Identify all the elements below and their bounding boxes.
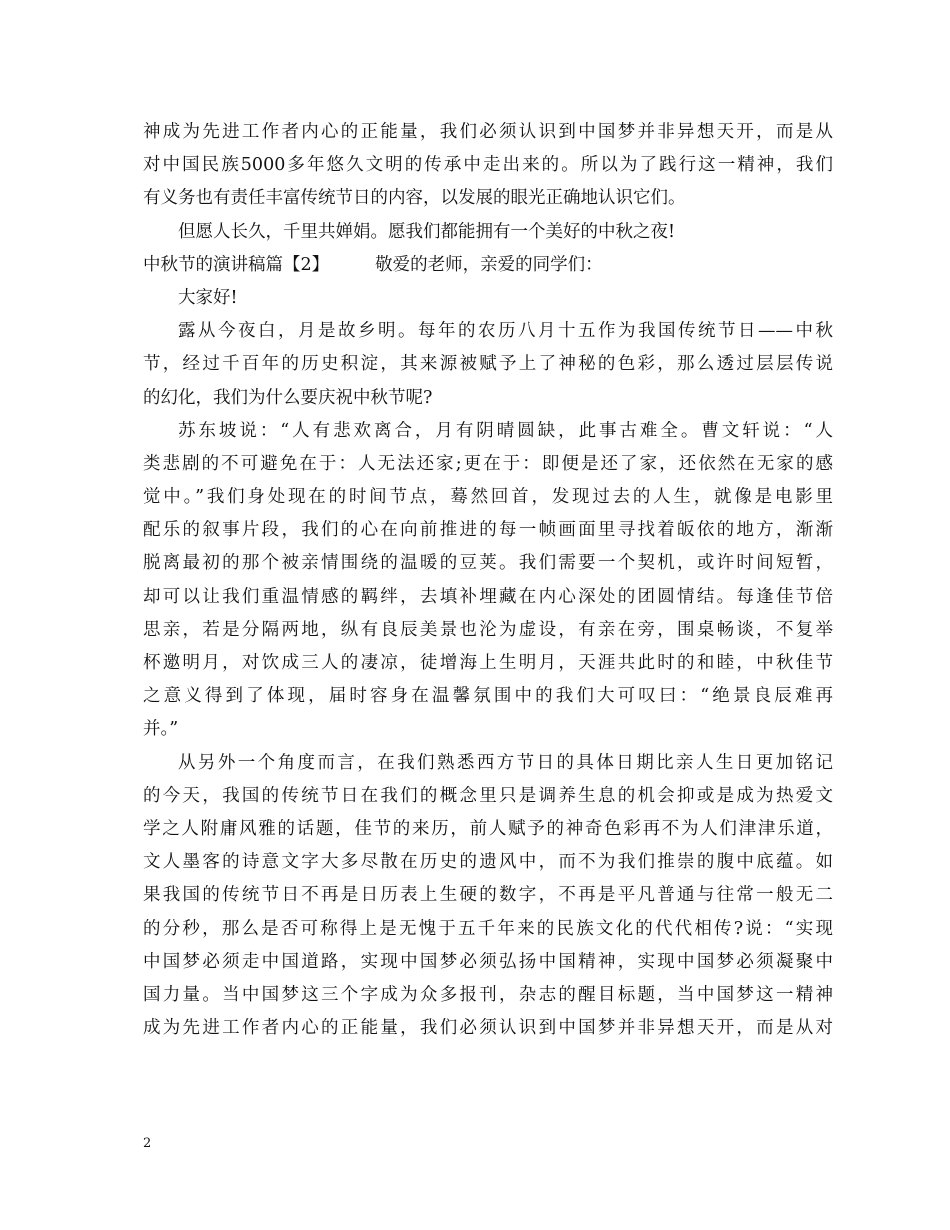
body-line: 思亲，若是分隔两地，纵有良辰美景也沦为虚设，有亲在旁，围桌畅谈，不复举 — [143, 619, 833, 640]
body-line: 节，经过千百年的历史积淀，其来源被赋予上了神秘的色彩，那么透过层层传说 — [143, 354, 833, 375]
body-line: 配乐的叙事片段，我们的心在向前推进的每一帧画面里寻找着皈依的地方，渐渐 — [143, 520, 833, 541]
body-line: 并。” — [143, 719, 179, 740]
body-line: 杯邀明月，对饮成三人的凄凉，徒增海上生明月，天涯共此时的和睦，中秋佳节 — [143, 653, 833, 673]
body-line: 文人墨客的诗意文字大多尽散在历史的遗风中，而不为我们推崇的腹中底蕴。如 — [143, 852, 833, 873]
body-line: 露从今夜白，月是故乡明。每年的农历八月十五作为我国传统节日——中秋 — [178, 321, 833, 342]
body-line: 中国梦必须走中国道路，实现中国梦必须弘扬中国精神，实现中国梦必须凝聚中 — [143, 951, 833, 972]
body-line: 之意义得到了体现，届时容身在温馨氛围中的我们大可叹曰：“绝景良辰难再 — [143, 686, 833, 707]
body-line: 从另外一个角度而言，在我们熟悉西方节日的具体日期比亲人生日更加铭记 — [178, 752, 833, 773]
greeting-line: 大家好! — [178, 287, 238, 308]
body-line: 成为先进工作者内心的正能量，我们必须认识到中国梦并非异想天开，而是从对 — [143, 1018, 833, 1039]
body-line: 的幻化，我们为什么要庆祝中秋节呢? — [143, 387, 433, 408]
body-line: 苏东坡说：“人有悲欢离合，月有阴晴圆缺，此事古难全。曹文轩说：“人 — [178, 420, 833, 441]
section-heading-line — [143, 249, 833, 282]
body-line: 类悲剧的不可避免在于：人无法还家;更在于：即便是还了家，还依然在无家的感 — [143, 453, 833, 474]
document-body — [143, 116, 833, 1045]
body-line: 国力量。当中国梦这三个字成为众多报刊，杂志的醒目标题，当中国梦这一精神 — [143, 984, 833, 1005]
body-line: 但愿人长久，千里共婵娟。愿我们都能拥有一个美好的中秋之夜! — [178, 221, 676, 242]
body-line: 果我国的传统节日不再是日历表上生硬的数字，不再是平凡普通与往常一般无二 — [143, 885, 833, 906]
body-line: 却可以让我们重温情感的羁绊，去填补埋藏在内心深处的团圆情结。每逢佳节倍 — [143, 586, 833, 607]
body-line: 觉中。”我们身处现在的时间节点，蓦然回首，发现过去的人生，就像是电影里 — [143, 487, 833, 508]
salutation: 敬爱的老师，亲爱的同学们： — [375, 254, 603, 275]
body-line: 有义务也有责任丰富传统节日的内容，以发展的眼光正确地认识它们。 — [143, 188, 686, 209]
body-line: 脱离最初的那个被亲情围绕的温暖的豆荚。我们需要一个契机，或许时间短暂， — [143, 553, 833, 574]
page-number: 2 — [143, 1136, 152, 1151]
section-heading: 中秋节的演讲稿篇【2】 — [143, 254, 330, 275]
body-line: 学之人附庸风雅的话题，佳节的来历，前人赋予的神奇色彩再不为人们津津乐道， — [143, 818, 833, 839]
body-line: 的分秒，那么是否可称得上是无愧于五千年来的民族文化的代代相传?说：“实现 — [143, 918, 833, 939]
body-line: 对中国民族5000多年悠久文明的传承中走出来的。所以为了践行这一精神，我们 — [143, 155, 833, 176]
body-line: 的今天，我国的传统节日在我们的概念里只是调养生息的机会抑或是成为热爱文 — [143, 785, 833, 806]
body-line: 神成为先进工作者内心的正能量，我们必须认识到中国梦并非异想天开，而是从 — [143, 122, 833, 142]
